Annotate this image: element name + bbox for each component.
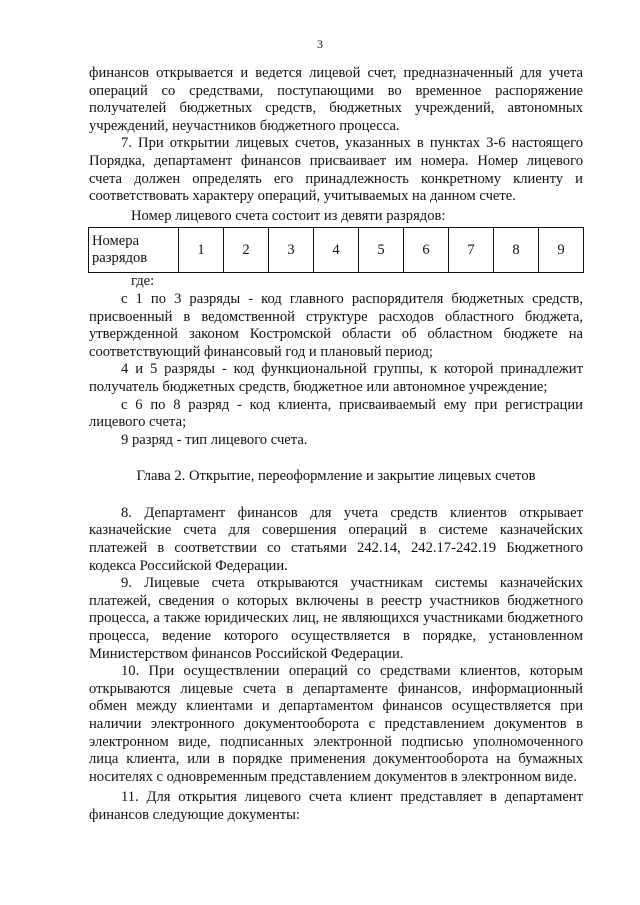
table-header-cell: Номера разрядов	[89, 228, 179, 273]
digit-cell-5: 5	[359, 228, 404, 273]
digit-cell-9: 9	[539, 228, 584, 273]
paragraph-11: 11. Для открытия лицевого счета клиент представляет в департамент финансов следующие документы:	[89, 789, 583, 823]
digit-cell-1: 1	[179, 228, 224, 273]
account-digits-table	[88, 227, 584, 273]
table-caption: Номер лицевого счета состоит из девяти разрядов:	[131, 207, 446, 224]
digit-cell-2: 2	[224, 228, 269, 273]
digit-cell-8: 8	[494, 228, 539, 273]
where-label: где:	[131, 273, 155, 290]
digit-description-2: 4 и 5 разряды - код функциональной группы, к которой принадлежит получатель бюджетных средств, бюджетное или автономное учреждение;	[89, 361, 583, 395]
page-number: 3	[317, 37, 323, 51]
digit-cell-4: 4	[314, 228, 359, 273]
paragraph-10: 10. При осуществлении операций со средствами клиентов, которым открываются лицевые счета в департаменте финансов, информационный обмен между клиентами и департаментом финансов осуществляется при наличии электронного документооборота с представлением документов в электронном виде, подписанных электронной подписью уполномоченного лица клиента, или в порядке применения документооборота на бумажных носителях с одновременным представлением документов в электронном виде.	[89, 663, 583, 785]
table-row	[89, 228, 584, 273]
paragraph-continuation: финансов открывается и ведется лицевой счет, предназначенный для учета операций со средствами, поступающими во временное распоряжение получателей бюджетных средств, бюджетных учреждений, автономных учреждений, неучастников бюджетного процесса.	[89, 65, 583, 134]
digit-description-3: с 6 по 8 разряд - код клиента, присваиваемый ему при регистрации лицевого счета;	[89, 396, 583, 431]
paragraph-8: 8. Департамент финансов для учета средств клиентов открывает казначейские счета для совершения операций в системе казначейских платежей в соответствии со статьями 242.14, 242.17-242.19 Бюджетного кодекса Российской Федерации.	[89, 504, 583, 574]
paragraph-7: 7. При открытии лицевых счетов, указанных в пунктах 3-6 настоящего Порядка, департамент финансов присваивает им номера. Номер лицевого счета должен определять его принадлежность конкретному клиенту и соответствовать характеру операций, учитываемых на данном счете.	[89, 135, 583, 205]
digit-cell-3: 3	[269, 228, 314, 273]
document-body	[89, 65, 583, 825]
chapter-title: Глава 2. Открытие, переоформление и закрытие лицевых счетов	[136, 468, 536, 485]
digit-cell-7: 7	[449, 228, 494, 273]
digit-description-4: 9 разряд - тип лицевого счета.	[121, 431, 308, 448]
digit-cell-6: 6	[404, 228, 449, 273]
digit-description-1: с 1 по 3 разряды - код главного распорядителя бюджетных средств, присвоенный в ведомственной структуре расходов областного бюджета, утвержденной законом Костромской области об областном бюджете на соответствующий финансовый год и плановый период;	[89, 290, 583, 360]
paragraph-9: 9. Лицевые счета открываются участникам системы казначейских платежей, сведения о которых включены в реестр участников бюджетного процесса, а также юридических лиц, не являющихся участниками бюджетного процесса, ведение которого осуществляется в порядке, установленном Министерством финансов Российской Федерации.	[89, 575, 583, 662]
